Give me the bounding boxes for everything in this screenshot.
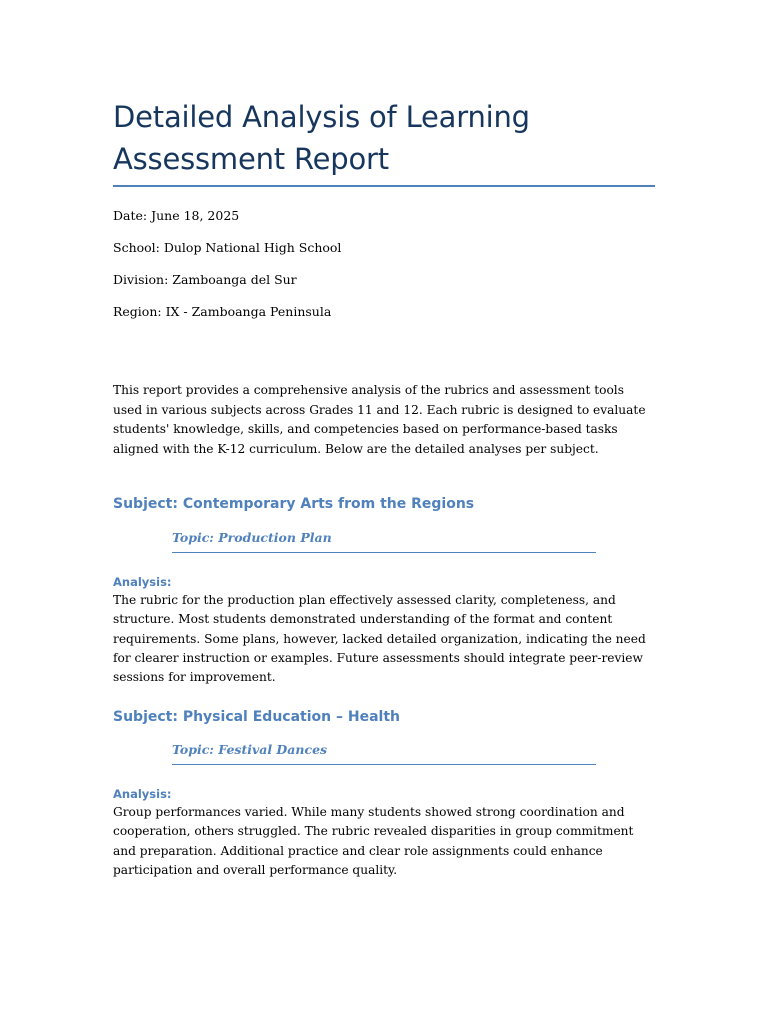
- analysis-paragraph: The rubric for the production plan effectively assessed clarity, completeness, and structure. Most students demonstrated understanding of the format and content requirements. Some plans, however, lacked detailed organization, indicating the need for clearer instruction or examples. Future assessments should integrate peer-review sessions for improvement.: [113, 593, 646, 685]
- region-name: Region: IX - Zamboanga Peninsula: [113, 304, 332, 319]
- document-title: Detailed Analysis of Learning Assessment Report: [113, 100, 530, 176]
- topic-heading: Topic: Production Plan: [172, 530, 332, 545]
- intro-paragraph: This report provides a comprehensive analysis of the rubrics and assessment tools used in various subjects across Grades 11 and 12. Each rubric is designed to evaluate students' knowledge, skills, and competencies based on performance-based tasks aligned with the K-12 curriculum. Below are the detailed analyses per subject.: [113, 383, 646, 456]
- school-name: School: Dulop National High School: [113, 240, 342, 255]
- title-divider: [113, 185, 655, 187]
- analysis-paragraph: Group performances varied. While many students showed strong coordination and cooperation, others struggled. The rubric revealed disparities in group commitment and preparation. Additional practice and clear role assignments could enhance participation and overall performance quality.: [113, 805, 634, 877]
- subject-section: [113, 494, 658, 687]
- analysis-label: Analysis:: [113, 787, 172, 801]
- subject-section: [113, 707, 658, 880]
- report-date: Date: June 18, 2025: [113, 208, 240, 223]
- division-name: Division: Zamboanga del Sur: [113, 272, 297, 287]
- analysis-label: Analysis:: [113, 575, 172, 589]
- subject-heading: Subject: Physical Education – Health: [113, 709, 400, 725]
- topic-heading: Topic: Festival Dances: [172, 742, 328, 757]
- document-page: [113, 96, 655, 459]
- topic-heading-block: [172, 740, 596, 765]
- document-metadata: [113, 207, 655, 335]
- topic-heading-block: [172, 528, 596, 553]
- subject-heading: Subject: Contemporary Arts from the Regions: [113, 496, 475, 512]
